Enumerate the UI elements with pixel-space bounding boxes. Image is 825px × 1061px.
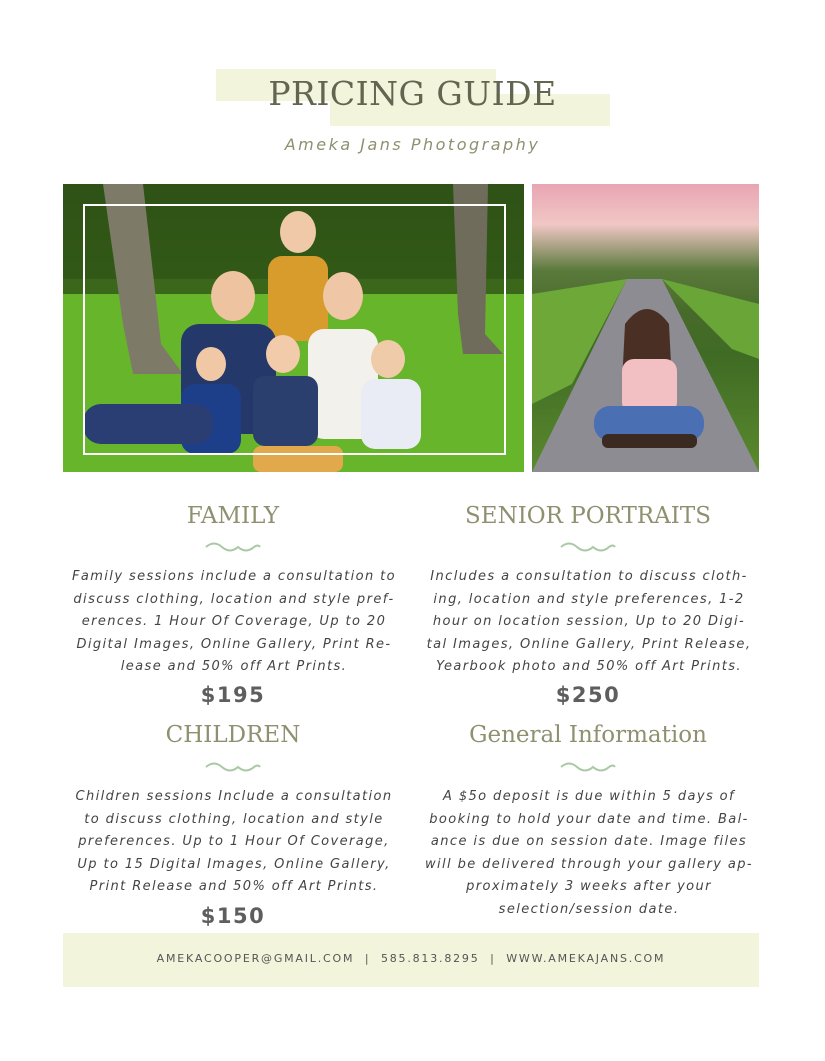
children-swirl-icon	[204, 760, 262, 774]
photo-frame-overlay	[83, 204, 506, 455]
family-line: lease and 50% off Art Prints.	[120, 659, 348, 674]
family-swirl-icon	[204, 540, 262, 554]
senior-line: tal Images, Online Gallery, Print Release,	[426, 636, 752, 652]
general-line: will be delivered through your gallery ap-	[424, 856, 754, 872]
children-line: to discuss clothing, location and style	[84, 811, 384, 827]
family-price: $195	[200, 683, 266, 707]
general-line: selection/session date.	[498, 901, 680, 917]
senior-swirl-icon	[559, 540, 617, 554]
general-line: A $5o deposit is due within 5 days of	[443, 789, 735, 804]
senior-line: Yearbook photo and 50% off Art Prints.	[436, 659, 742, 674]
children-description	[58, 786, 410, 899]
children-line: Children sessions Include a consultation	[75, 789, 393, 804]
family-line: discuss clothing, location and style pref-	[73, 591, 395, 607]
senior-photo	[532, 184, 759, 472]
family-line: Digital Images, Online Gallery, Print Re-	[76, 636, 392, 652]
general-section-title: General Information	[469, 722, 707, 748]
general-line: ance is due on session date. Image files	[430, 834, 748, 849]
page-title: PRICING GUIDE	[268, 74, 557, 113]
family-line: Family sessions include a consultation to	[71, 569, 397, 584]
contact-footer	[63, 933, 759, 987]
family-photo	[63, 184, 524, 472]
general-description	[413, 786, 765, 921]
family-description	[58, 566, 410, 679]
family-section-title: FAMILY	[186, 503, 280, 529]
general-line: booking to hold your date and time. Bal-	[429, 811, 749, 827]
children-line: preferences. Up to 1 Hour Of Coverage,	[78, 834, 390, 849]
senior-line: hour on location session, Up to 20 Digi-	[432, 614, 746, 629]
page-subtitle: Ameka Jans Photography	[284, 135, 541, 154]
children-line: Print Release and 50% off Art Prints.	[89, 879, 379, 894]
senior-line: ing, location and style preferences, 1-2	[433, 591, 745, 607]
senior-section-title: SENIOR PORTRAITS	[465, 503, 711, 529]
children-section-title: CHILDREN	[165, 722, 301, 748]
contact-info: AMEKACOOPER@GMAIL.COM | 585.813.8295 | WWW.AMEKAJANS.COM	[156, 952, 666, 965]
senior-price: $250	[555, 683, 621, 707]
children-price: $150	[200, 904, 266, 928]
senior-line: Includes a consultation to discuss cloth-	[430, 569, 748, 584]
general-line: proximately 3 weeks after your	[466, 879, 712, 894]
senior-description	[413, 566, 765, 679]
family-line: erences. 1 Hour Of Coverage, Up to 20	[81, 614, 387, 629]
children-line: Up to 15 Digital Images, Online Gallery,	[77, 856, 391, 872]
general-swirl-icon	[559, 760, 617, 774]
